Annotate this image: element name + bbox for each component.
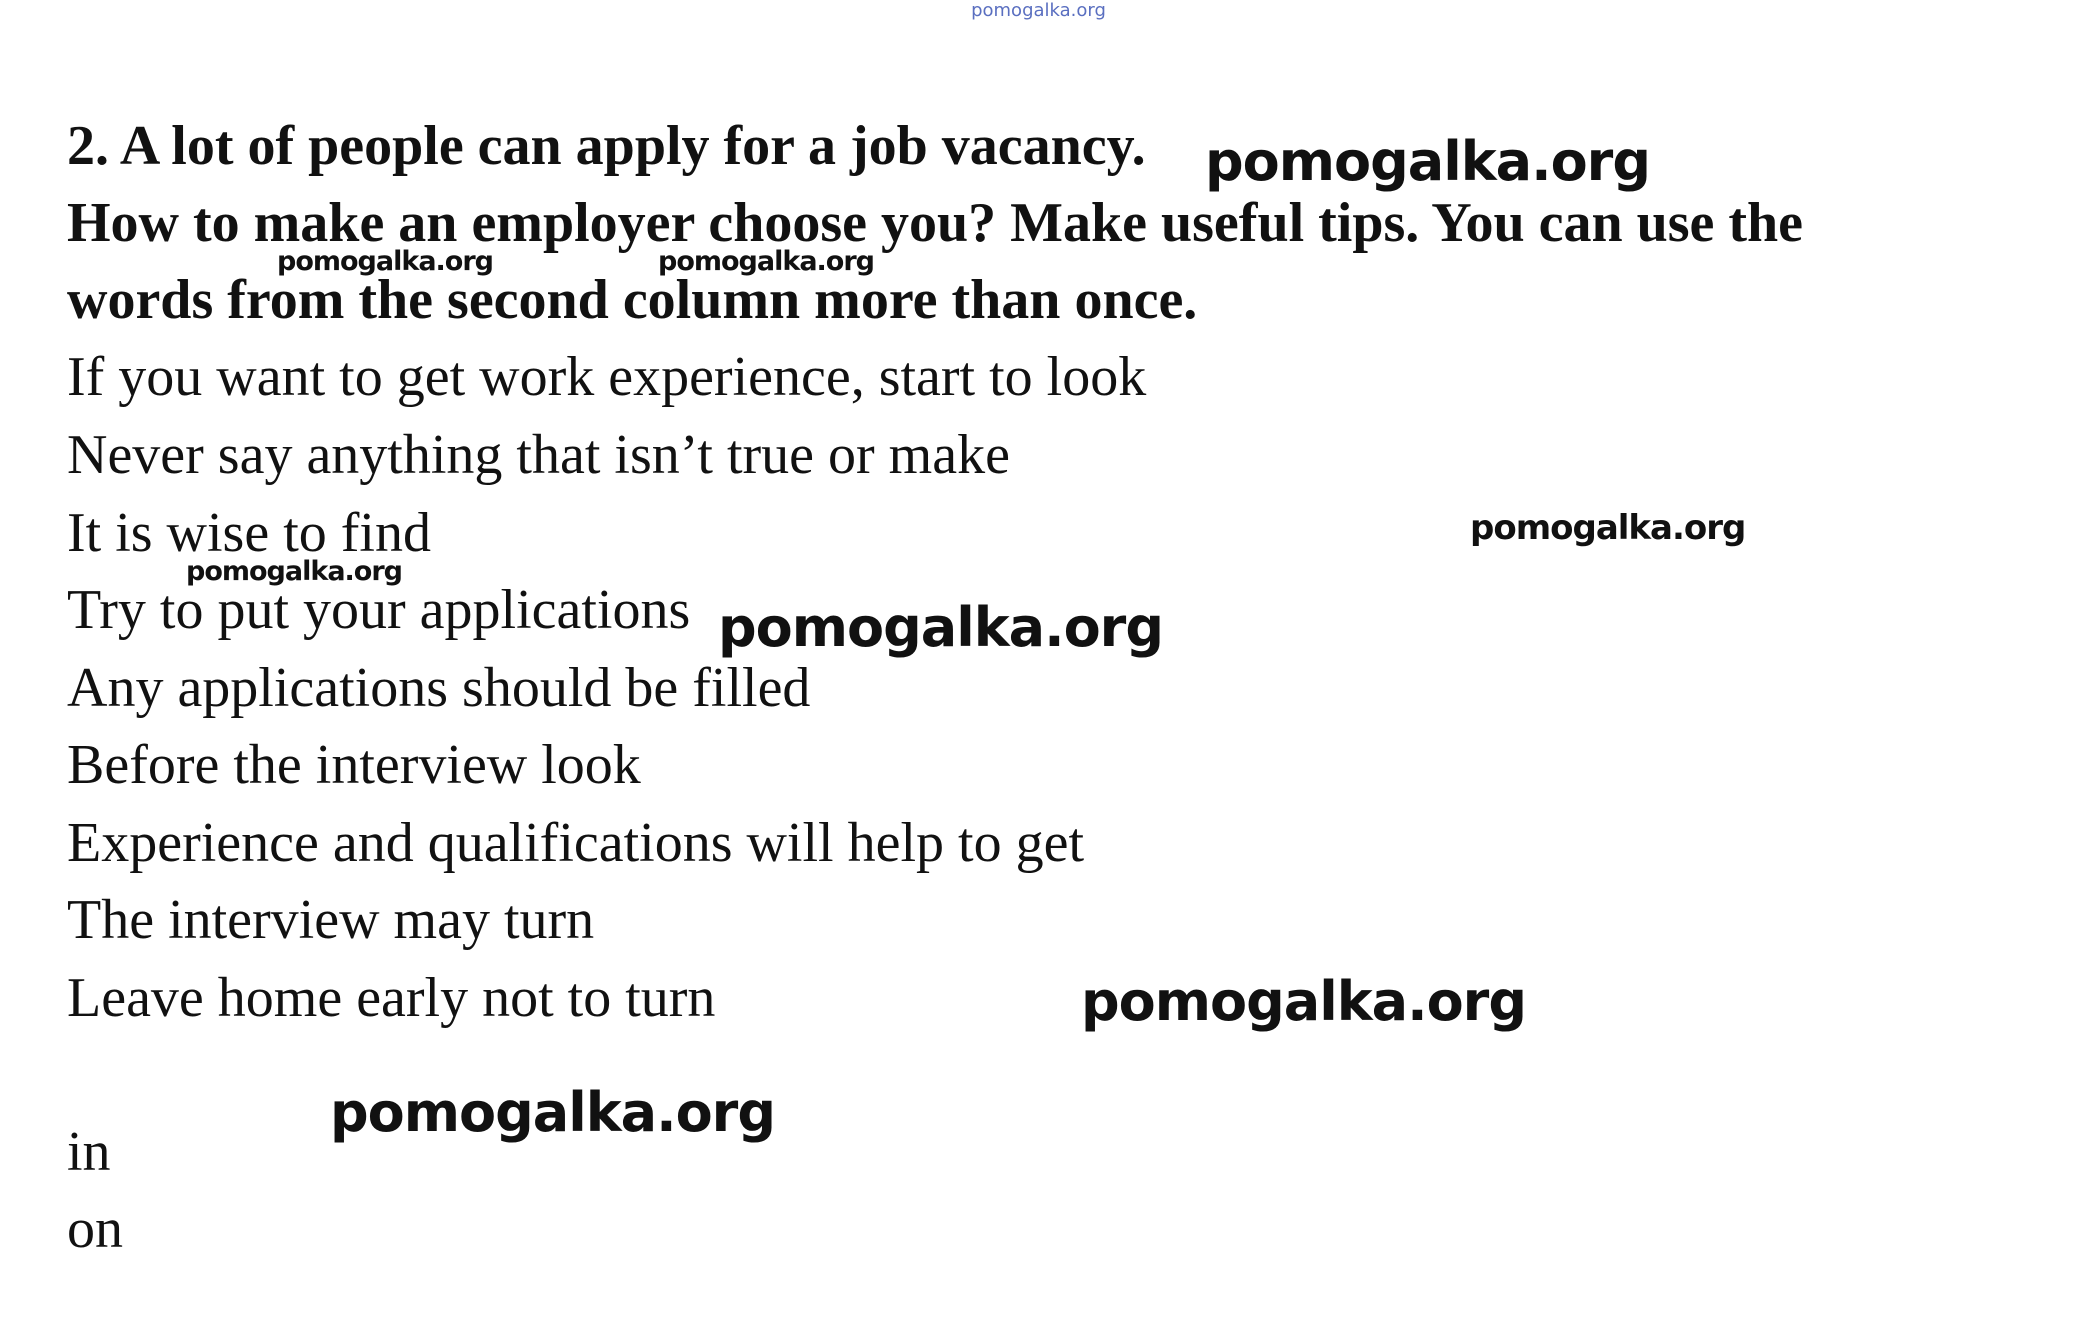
word-column-item: in	[67, 1121, 111, 1183]
watermark: pomogalka.org	[718, 596, 1163, 659]
watermark: pomogalka.org	[658, 246, 874, 277]
sentence-start-6: Before the interview look	[67, 734, 641, 796]
sentence-start-4: Try to put your applications	[67, 579, 691, 641]
task-heading-line-3: words from the second column more than once.	[67, 269, 1198, 331]
sentence-start-8: The interview may turn	[67, 889, 595, 951]
task-heading-line-1: 2. A lot of people can apply for a job vacancy.	[67, 115, 1146, 177]
watermark: pomogalka.org	[330, 1081, 775, 1144]
word-column-item: on	[67, 1198, 123, 1260]
watermark: pomogalka.org	[1081, 970, 1526, 1033]
sentence-start-2: Never say anything that isn’t true or make	[67, 424, 1010, 486]
sentence-start-3: It is wise to find	[67, 502, 431, 564]
header-site-mark: pomogalka.org	[971, 0, 1106, 21]
task-heading-line-2: How to make an employer choose you? Make useful tips. You can use the	[67, 192, 1804, 254]
watermark: pomogalka.org	[1205, 130, 1650, 193]
watermark: pomogalka.org	[1470, 508, 1746, 548]
sentence-start-5: Any applications should be filled	[67, 657, 811, 719]
sentence-start-9: Leave home early not to turn	[67, 967, 716, 1029]
watermark: pomogalka.org	[277, 246, 493, 277]
sentence-start-1: If you want to get work experience, start to look	[67, 346, 1147, 408]
sentence-start-7: Experience and qualifications will help to get	[67, 812, 1084, 874]
watermark: pomogalka.org	[186, 556, 402, 587]
